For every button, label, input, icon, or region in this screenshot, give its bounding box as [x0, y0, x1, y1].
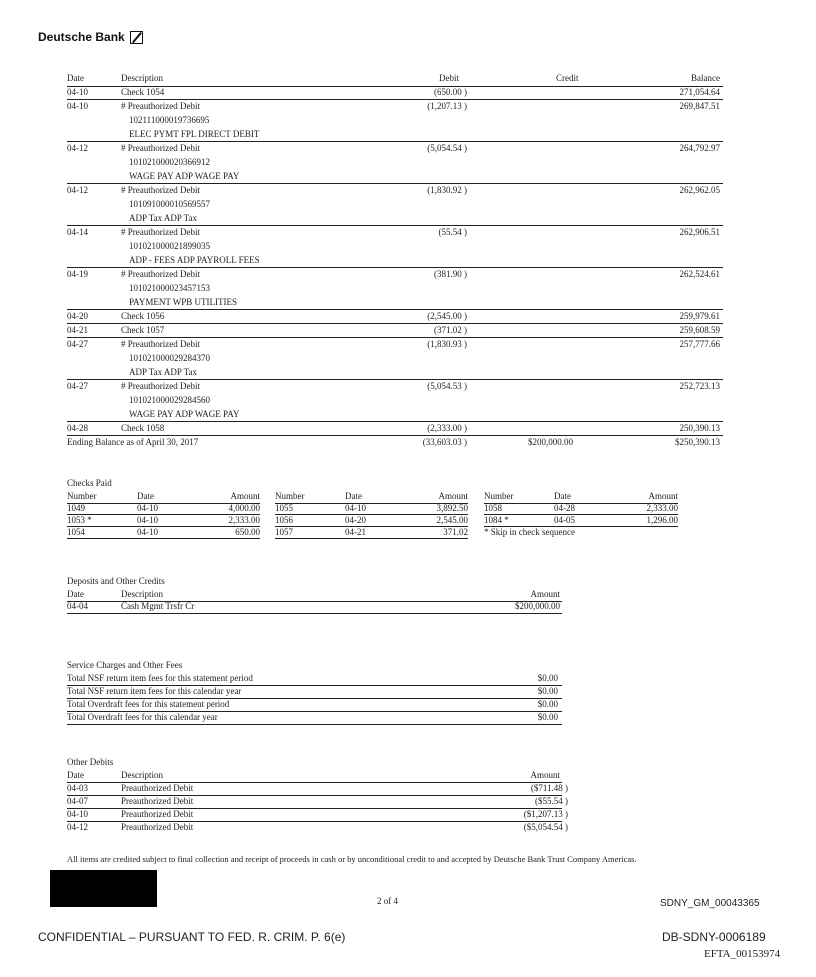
- row-balance: 259,979.61: [679, 311, 720, 321]
- col-header-amount: Amount: [530, 770, 560, 780]
- row-description-detail: 101021000029284370: [129, 353, 210, 363]
- row-date: 04-10: [67, 101, 88, 111]
- row-date: 04-12: [67, 143, 88, 153]
- col-header-date: Date: [67, 73, 84, 83]
- col-header-balance: Balance: [691, 73, 720, 83]
- row-description: Check 1057: [121, 325, 165, 335]
- row-debit: (55.54 ): [438, 227, 467, 237]
- other-debit-date: 04-10: [67, 809, 88, 819]
- other-debit-description: Preauthorized Debit: [121, 822, 194, 832]
- col-header-amount: Amount: [530, 589, 560, 599]
- check-date: 04-05: [554, 515, 575, 525]
- col-header-description: Description: [121, 73, 163, 83]
- check-row: [484, 503, 678, 515]
- col-header-description: Description: [121, 770, 163, 780]
- check-number: 1054: [67, 527, 85, 537]
- deposit-date: 04-04: [67, 601, 88, 611]
- other-debit-row: [67, 822, 568, 834]
- activity-row: [67, 226, 723, 268]
- col-header-description: Description: [121, 589, 163, 599]
- activity-row: [67, 142, 723, 184]
- brand-logo: [38, 30, 143, 44]
- row-debit: (1,830.93 ): [427, 339, 467, 349]
- row-description: Check 1058: [121, 423, 165, 433]
- activity-row: [67, 324, 723, 338]
- row-description-detail: 101021000029284560: [129, 395, 210, 405]
- other-debit-date: 04-03: [67, 783, 88, 793]
- row-date: 04-27: [67, 339, 88, 349]
- db-sdny-number: DB-SDNY-0006189: [662, 930, 766, 944]
- row-description-detail: 101021000020366912: [129, 157, 210, 167]
- row-description: # Preauthorized Debit: [121, 339, 200, 349]
- row-balance: 262,906.51: [679, 227, 720, 237]
- col-header-debit: Debit: [439, 73, 459, 83]
- fee-label: Total Overdraft fees for this calendar year: [67, 712, 218, 722]
- other-debit-row: [67, 796, 568, 809]
- deposit-description: Cash Mgmt Trsfr Cr: [121, 601, 195, 611]
- row-balance: 252,723.13: [679, 381, 720, 391]
- col-header-number: Number: [275, 491, 305, 501]
- deposit-amount: $200,000.00: [515, 601, 560, 611]
- other-debit-amount: ($711.48 ): [530, 783, 568, 793]
- row-debit: (2,333.00 ): [427, 423, 467, 433]
- col-header-date: Date: [67, 589, 84, 599]
- check-date: 04-10: [137, 515, 158, 525]
- fee-amount: $0.00: [537, 686, 558, 696]
- fee-label: Total NSF return item fees for this calendar year: [67, 686, 242, 696]
- row-description-detail: 102111000019736695: [129, 115, 210, 125]
- fee-label: Total NSF return item fees for this statement period: [67, 673, 253, 683]
- brand-name: Deutsche Bank: [38, 30, 125, 44]
- row-balance: 262,524.61: [679, 269, 720, 279]
- ending-balance-label: Ending Balance as of April 30, 2017: [67, 437, 199, 447]
- ending-balance-row: [67, 436, 723, 450]
- other-debits-header: [67, 770, 562, 783]
- check-number: 1055: [275, 503, 293, 513]
- ending-balance-total: $250,390.13: [675, 437, 720, 447]
- other-debit-date: 04-07: [67, 796, 88, 806]
- disclaimer-text: All items are credited subject to final collection and receipt of proceeds in cash or by unconditional credit to and accepted by Deutsche Bank Trust Company Americas.: [67, 854, 637, 864]
- row-date: 04-27: [67, 381, 88, 391]
- check-date: 04-21: [345, 527, 366, 537]
- col-header-credit: Credit: [556, 73, 579, 83]
- check-row: [275, 515, 468, 527]
- efta-number: EFTA_00153974: [704, 948, 781, 960]
- fee-row: [67, 712, 562, 725]
- row-description-detail: 101021000023457153: [129, 283, 210, 293]
- col-header-amount: Amount: [230, 491, 260, 501]
- other-debit-date: 04-12: [67, 822, 88, 832]
- check-row: [67, 515, 260, 527]
- check-amount: 1,296.00: [646, 515, 678, 525]
- col-header-date: Date: [67, 770, 84, 780]
- fee-row: [67, 699, 562, 712]
- check-number: 1053 *: [67, 515, 92, 525]
- row-balance: 264,792.97: [679, 143, 720, 153]
- row-description-detail: 101021000021899035: [129, 241, 210, 251]
- row-date: 04-28: [67, 423, 88, 433]
- redaction-block: [50, 870, 157, 907]
- other-debit-amount: ($55.54 ): [535, 796, 568, 806]
- fee-row: [67, 686, 562, 699]
- checks-paid-title: Checks Paid: [67, 478, 112, 488]
- row-date: 04-20: [67, 311, 88, 321]
- check-row: [67, 503, 260, 515]
- row-debit: (5,054.54 ): [427, 143, 467, 153]
- row-description: # Preauthorized Debit: [121, 227, 200, 237]
- check-number: 1058: [484, 503, 502, 513]
- check-amount: 2,545.00: [436, 515, 468, 525]
- other-debit-description: Preauthorized Debit: [121, 796, 194, 806]
- row-date: 04-12: [67, 185, 88, 195]
- row-description-detail: WAGE PAY ADP WAGE PAY: [129, 171, 240, 181]
- row-description-detail: ELEC PYMT FPL DIRECT DEBIT: [129, 129, 260, 139]
- row-description: # Preauthorized Debit: [121, 143, 200, 153]
- row-date: 04-21: [67, 325, 88, 335]
- col-header-date: Date: [137, 491, 154, 501]
- row-balance: 262,962.05: [679, 185, 720, 195]
- row-description: Check 1054: [121, 87, 165, 97]
- check-number: 1057: [275, 527, 293, 537]
- check-number: 1084 *: [484, 515, 509, 525]
- fee-amount: $0.00: [537, 673, 558, 683]
- row-description: # Preauthorized Debit: [121, 185, 200, 195]
- other-debit-amount: ($1,207.13 ): [523, 809, 568, 819]
- deposit-row: [67, 601, 562, 614]
- check-amount: 2,333.00: [646, 503, 678, 513]
- col-header-number: Number: [484, 491, 514, 501]
- other-debit-description: Preauthorized Debit: [121, 783, 194, 793]
- other-debit-row: [67, 783, 568, 796]
- deposits-title: Deposits and Other Credits: [67, 576, 165, 586]
- row-date: 04-14: [67, 227, 88, 237]
- col-header-amount: Amount: [648, 491, 678, 501]
- other-debit-amount: ($5,054.54 ): [523, 822, 568, 832]
- fee-row: [67, 673, 562, 686]
- check-row: [484, 515, 678, 527]
- check-number: 1056: [275, 515, 293, 525]
- activity-row: [67, 86, 723, 100]
- other-debit-description: Preauthorized Debit: [121, 809, 194, 819]
- row-balance: 257,777.66: [679, 339, 720, 349]
- col-header-date: Date: [554, 491, 571, 501]
- activity-header-row: [67, 72, 723, 87]
- row-debit: (381.90 ): [434, 269, 467, 279]
- row-description-detail: WAGE PAY ADP WAGE PAY: [129, 409, 240, 419]
- row-description: Check 1056: [121, 311, 165, 321]
- activity-row: [67, 422, 723, 436]
- check-sequence-note: * Skip in check sequence: [484, 527, 575, 537]
- row-balance: 259,608.59: [679, 325, 720, 335]
- check-amount: 2,333.00: [228, 515, 260, 525]
- row-debit: (2,545.00 ): [427, 311, 467, 321]
- activity-row: [67, 268, 723, 310]
- activity-row: [67, 380, 723, 422]
- page-number: 2 of 4: [377, 896, 398, 906]
- row-description-detail: 101091000010569557: [129, 199, 210, 209]
- deutsche-bank-slash-icon: [130, 31, 143, 44]
- activity-row: [67, 184, 723, 226]
- fee-amount: $0.00: [537, 699, 558, 709]
- service-charges-title: Service Charges and Other Fees: [67, 660, 183, 670]
- row-debit: (5,054.53 ): [427, 381, 467, 391]
- row-debit: (1,207.13 ): [427, 101, 467, 111]
- other-debits-title: Other Debits: [67, 757, 114, 767]
- activity-row: [67, 338, 723, 380]
- fee-amount: $0.00: [537, 712, 558, 722]
- other-debit-row: [67, 809, 568, 822]
- check-amount: 4,000.00: [228, 503, 260, 513]
- row-description-detail: ADP Tax ADP Tax: [129, 213, 197, 223]
- row-debit: (650.00 ): [434, 87, 467, 97]
- ending-credit-total: $200,000.00: [528, 437, 573, 447]
- check-amount: 650.00: [235, 527, 260, 537]
- row-debit: (371.02 ): [434, 325, 467, 335]
- activity-row: [67, 100, 723, 142]
- row-date: 04-10: [67, 87, 88, 97]
- row-date: 04-19: [67, 269, 88, 279]
- row-balance: 271,054.64: [679, 87, 720, 97]
- row-description-detail: ADP Tax ADP Tax: [129, 367, 197, 377]
- row-description: # Preauthorized Debit: [121, 101, 200, 111]
- check-date: 04-20: [345, 515, 366, 525]
- check-row: [275, 503, 468, 515]
- col-header-number: Number: [67, 491, 97, 501]
- check-date: 04-10: [345, 503, 366, 513]
- row-balance: 269,847.51: [679, 101, 720, 111]
- row-balance: 250,390.13: [679, 423, 720, 433]
- check-date: 04-10: [137, 503, 158, 513]
- confidential-notice: CONFIDENTIAL – PURSUANT TO FED. R. CRIM. P. 6(e): [38, 930, 346, 944]
- col-header-date: Date: [345, 491, 362, 501]
- check-number: 1049: [67, 503, 85, 513]
- row-description: # Preauthorized Debit: [121, 381, 200, 391]
- check-row: [275, 527, 468, 539]
- col-header-amount: Amount: [438, 491, 468, 501]
- row-description: # Preauthorized Debit: [121, 269, 200, 279]
- check-amount: 371.02: [443, 527, 468, 537]
- activity-row: [67, 310, 723, 324]
- row-description-detail: PAYMENT WPB UTILITIES: [129, 297, 238, 307]
- ending-debit-total: (33,603.03 ): [422, 437, 467, 447]
- check-amount: 3,892.50: [436, 503, 468, 513]
- bates-number-right: SDNY_GM_00043365: [660, 898, 760, 909]
- row-description-detail: ADP - FEES ADP PAYROLL FEES: [129, 255, 260, 265]
- fee-label: Total Overdraft fees for this statement period: [67, 699, 230, 709]
- check-date: 04-28: [554, 503, 575, 513]
- check-date: 04-10: [137, 527, 158, 537]
- row-debit: (1,830.92 ): [427, 185, 467, 195]
- check-row: [67, 527, 260, 539]
